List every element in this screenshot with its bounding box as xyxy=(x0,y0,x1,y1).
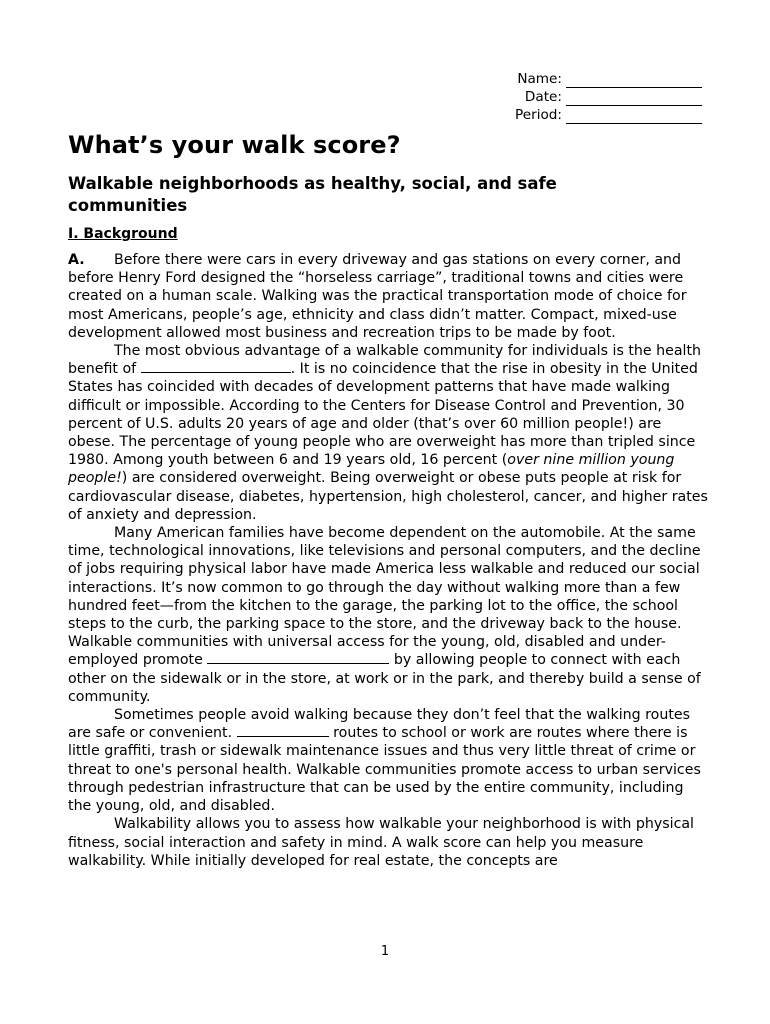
paragraph-health-text-end: ) are considered overweight. Being overweight or obese puts people at risk for cardiovascular disease, diabetes, hypertension, high cholesterol, cancer, and higher rates of anxiety and depression. xyxy=(68,470,708,523)
paragraph-social-text-start: Many American families have become dependent on the automobile. At the same time, technological innovations, like televisions and personal computers, and the decline of jobs requiring physical labor have made America less walkable and reduced our social interactions. It’s now common to go through the day without walking more than a few hundred feet—from the kitchen to the garage, the parking lot to the office, the school steps to the curb, the parking space to the store, and the driveway back to the house. Walkable communities with universal access for the young, old, disabled and under-employed promote xyxy=(68,525,701,669)
paragraph-health xyxy=(68,342,708,524)
paragraph-intro-text: Before there were cars in every driveway and gas stations on every corner, and before Henry Ford designed the “horseless carriage”, traditional towns and cities were created on a human scale. Walking was the practical transportation mode of choice for most Americans, people’s age, ethnicity and class didn’t matter. Compact, mixed-use development allowed most business and recreation trips to be made by foot. xyxy=(68,252,687,341)
paragraph-label-a: A. xyxy=(68,252,85,268)
paragraph-walkability-text: Walkability allows you to assess how walkable your neighborhood is with physical fitness, social interaction and safety in mind. A walk score can help you measure walkability. While initially developed for real estate, the concepts are xyxy=(68,816,695,869)
paragraph-health-italic: over nine million young people! xyxy=(68,452,675,487)
background-text xyxy=(68,251,708,870)
paragraph-safety-text-start: Sometimes people avoid walking because they don’t feel that the walking routes are safe or convenient. xyxy=(68,707,691,742)
paragraph-intro xyxy=(68,251,708,342)
paragraph-safety xyxy=(68,706,708,815)
paragraph-social xyxy=(68,524,708,706)
document-title: What’s your walk score? xyxy=(68,131,401,159)
section-heading-background: I. Background xyxy=(68,226,178,242)
date-blank-line[interactable] xyxy=(566,91,702,106)
period-blank-line[interactable] xyxy=(566,109,702,124)
name-blank-line[interactable] xyxy=(566,73,702,88)
period-label: Period: xyxy=(515,107,562,123)
date-field-row xyxy=(515,88,702,106)
period-field-row xyxy=(515,106,702,124)
student-info-fields xyxy=(515,70,702,124)
paragraph-walkability xyxy=(68,815,708,870)
social-benefit-blank[interactable] xyxy=(207,651,389,664)
name-field-row xyxy=(515,70,702,88)
paragraph-safety-text-end: routes to school or work are routes where there is little graffiti, trash or sidewalk maintenance issues and thus very little threat of crime or threat to one's personal health. Walkable communities promote access to urban services through pedestrian infrastructure that can be used by the entire community, including the young, old, and disabled. xyxy=(68,725,701,815)
paragraph-health-text-middle: . It is no coincidence that the rise in obesity in the United States has coincided with decades of development patterns that have made walking difficult or impossible. According to the Centers for Disease Control and Prevention, 30 percent of U.S. adults 20 years of age and older (that’s over 60 million people!) are obese. The percentage of young people who are overweight has more than tripled since 1980. Among youth between 6 and 19 years old, 16 percent ( xyxy=(68,361,698,469)
health-benefit-blank[interactable] xyxy=(141,360,291,373)
paragraph-social-text-end: by allowing people to connect with each other on the sidewalk or in the store, at work or in the park, and thereby build a sense of community. xyxy=(68,652,701,705)
safety-blank[interactable] xyxy=(237,724,329,737)
page-number: 1 xyxy=(380,944,390,959)
document-subtitle: Walkable neighborhoods as healthy, social, and safe communities xyxy=(68,174,557,215)
name-label: Name: xyxy=(517,71,562,87)
paragraph-health-text-start: The most obvious advantage of a walkable community for individuals is the health benefit of xyxy=(68,343,702,378)
date-label: Date: xyxy=(524,89,562,105)
